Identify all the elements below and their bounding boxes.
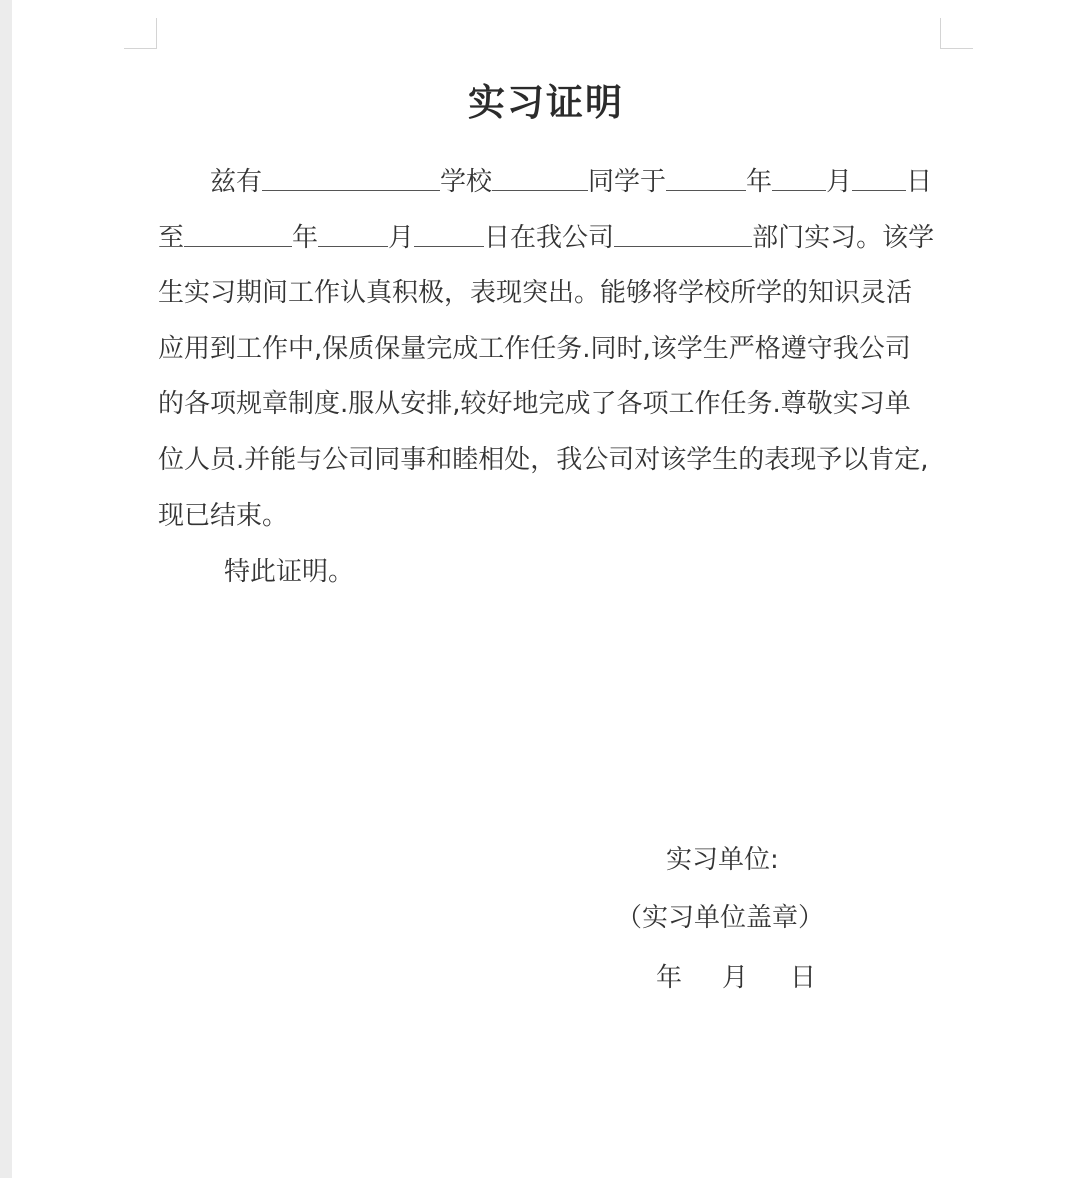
text-segment: 日 <box>906 167 933 197</box>
text-segment: 年 <box>746 167 773 197</box>
student-name-blank <box>492 160 588 191</box>
end-month-blank <box>318 216 388 247</box>
end-day-blank <box>414 216 484 247</box>
text-segment: 年 <box>292 223 319 253</box>
text-segment: 月 <box>826 167 853 197</box>
body-line-4: 应用到工作中,保质保量完成工作任务.同时,该学生严格遵守我公司 <box>158 334 911 364</box>
body-line-7: 现已结束。 <box>158 501 289 531</box>
department-blank <box>614 216 752 247</box>
page-corner-mark <box>124 18 157 49</box>
closing-line: 特此证明。 <box>224 557 355 587</box>
text-segment: 日在我公司 <box>484 223 615 253</box>
start-year-blank <box>666 160 746 191</box>
page-corner-mark <box>940 18 973 49</box>
body-line-5: 的各项规章制度.服从安排,较好地完成了各项工作任务.尊敬实习单 <box>158 389 911 419</box>
signature-day: 日 <box>790 963 817 993</box>
body-line-6: 位人员.并能与公司同事和睦相处，我公司对该学生的表现予以肯定, <box>158 445 929 475</box>
school-blank <box>262 160 440 191</box>
end-year-blank <box>184 216 292 247</box>
text-segment: 学校 <box>440 167 493 197</box>
unit-label: 实习单位: <box>666 845 779 875</box>
seal-label: （实习单位盖章） <box>616 903 825 933</box>
document-page <box>12 0 1080 1178</box>
document-title: 实习证明 <box>468 81 624 124</box>
signature-year: 年 <box>656 963 683 993</box>
text-segment: 兹有 <box>210 167 263 197</box>
start-month-blank <box>772 160 826 191</box>
body-line-2 <box>158 216 934 260</box>
body-line-3: 生实习期间工作认真积极，表现突出。能够将学校所学的知识灵活 <box>158 278 913 308</box>
signature-month: 月 <box>722 963 749 993</box>
start-day-blank <box>852 160 906 191</box>
text-segment: 部门实习。该学 <box>752 223 935 253</box>
text-segment: 至 <box>158 223 185 253</box>
text-segment: 月 <box>388 223 415 253</box>
body-line-1 <box>210 160 932 204</box>
text-segment: 同学于 <box>588 167 667 197</box>
